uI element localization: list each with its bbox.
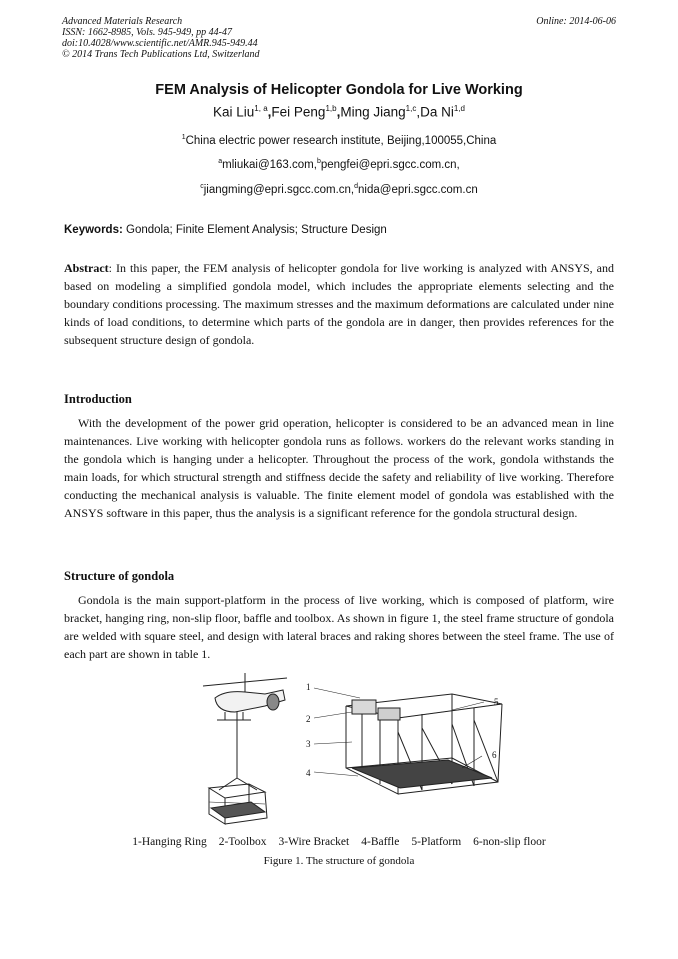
callout-4: 4	[306, 768, 311, 778]
email-sup: a	[218, 158, 223, 165]
abstract	[64, 260, 614, 350]
introduction-heading: Introduction	[64, 392, 132, 406]
author-name: Fei Peng	[271, 104, 326, 120]
author-name: Kai Liu	[213, 104, 255, 120]
email[interactable]: nida@epri.sgcc.com.cn	[358, 183, 478, 196]
legend-item: 1-Hanging Ring	[132, 836, 207, 848]
author-sup: 1,b	[325, 104, 337, 113]
email-sup: b	[316, 158, 321, 165]
author-sup: 1,d	[453, 104, 465, 113]
journal-header	[62, 16, 260, 60]
email-sup: d	[354, 183, 359, 190]
keywords-text: Gondola; Finite Element Analysis; Structure Design	[126, 224, 387, 236]
introduction-text: With the development of the power grid operation, helicopter is considered to be an advanced mean in line maintenances. Live working with helicopter gondola runs as follows. workers do the relevant works standing in the gondola which is hanging under a helicopter. Throughout the process of the work, gondola withstands the main loads, for which structural strength and stiffness decide the safety and reliability of live working. Therefore conducting the mechanical analysis is valuable. The finite element model of gondola was established with the ANSYS software in this paper, thus the analysis is a significant reference for the gondola structural design.	[64, 416, 614, 520]
author-sup: 1, a	[254, 104, 268, 113]
email-sup: c	[200, 183, 204, 190]
online-date: Online: 2014-06-06	[536, 16, 616, 27]
author-name: Ming Jiang	[340, 104, 406, 120]
affiliation	[0, 134, 678, 147]
affiliation-text: China electric power research institute, Beijing,100055,China	[185, 134, 497, 147]
callout-3: 3	[306, 739, 311, 749]
legend-item: 4-Baffle	[361, 836, 400, 848]
callout-6: 6	[492, 750, 497, 760]
figure-caption: Figure 1. The structure of gondola	[263, 855, 415, 867]
email-line-2	[0, 183, 678, 196]
author-sup: 1,c	[405, 104, 417, 113]
legend-item: 3-Wire Bracket	[278, 836, 350, 848]
paper-title: FEM Analysis of Helicopter Gondola for Live Working	[155, 82, 523, 98]
journal-name: Advanced Materials Research	[62, 16, 183, 27]
email[interactable]: jiangming@epri.sgcc.com.cn,	[203, 183, 355, 196]
figure-legend	[0, 836, 678, 848]
gondola-figure	[302, 672, 514, 804]
legend-item: 6-non-slip floor	[473, 836, 546, 848]
helicopter-figure	[195, 668, 295, 828]
keywords-label: Keywords:	[64, 224, 123, 236]
structure-text: Gondola is the main support-platform in the process of live working, which is composed of platform, wire bracket, hanging ring, non-slip floor, baffle and toolbox. As shown in figure 1, the steel frame structure of gondola are welded with square steel, and design with lateral braces and raking shores between the steel frame. The use of each part are shown in table 1.	[64, 593, 614, 661]
doi: doi:10.4028/www.scientific.net/AMR.945-949.44	[62, 38, 258, 49]
legend-item: 5-Platform	[411, 836, 462, 848]
email[interactable]: pengfei@epri.sgcc.com.cn,	[320, 158, 460, 171]
abstract-text: In this paper, the FEM analysis of helicopter gondola for live working is analyzed with ANSYS, and based on modeling a simplified gondola model, which includes the appropriate elements selecting and the boundary conditions processing. The maximum stresses and the maximum deformations are calculated under nine kinds of load conditions, to determine which parts of the gondola are in danger, then provides references for the subsequent structure design of gondola.	[64, 261, 614, 347]
callout-5: 5	[494, 697, 499, 707]
abstract-label: Abstract	[64, 261, 109, 275]
callout-1: 1	[306, 682, 311, 692]
email[interactable]: mliukai@163.com,	[222, 158, 317, 171]
copyright: © 2014 Trans Tech Publications Ltd, Switzerland	[62, 49, 260, 60]
abstract-sep: :	[108, 261, 112, 275]
keywords	[64, 224, 387, 236]
structure-heading: Structure of gondola	[64, 569, 175, 583]
issn: ISSN: 1662-8985, Vols. 945-949, pp 44-47	[62, 27, 232, 38]
author-name: Da Ni	[420, 104, 454, 120]
legend-item: 2-Toolbox	[218, 836, 267, 848]
email-line-1	[0, 158, 678, 171]
authors: Kai Liu$^{1, a}$,Fei Peng$^{1,b}$,Ming Jiang$^{1,c}$,Da Ni$^{1,d}$	[213, 104, 465, 120]
affiliation-sup: 1	[181, 134, 186, 141]
callout-2: 2	[306, 714, 311, 724]
